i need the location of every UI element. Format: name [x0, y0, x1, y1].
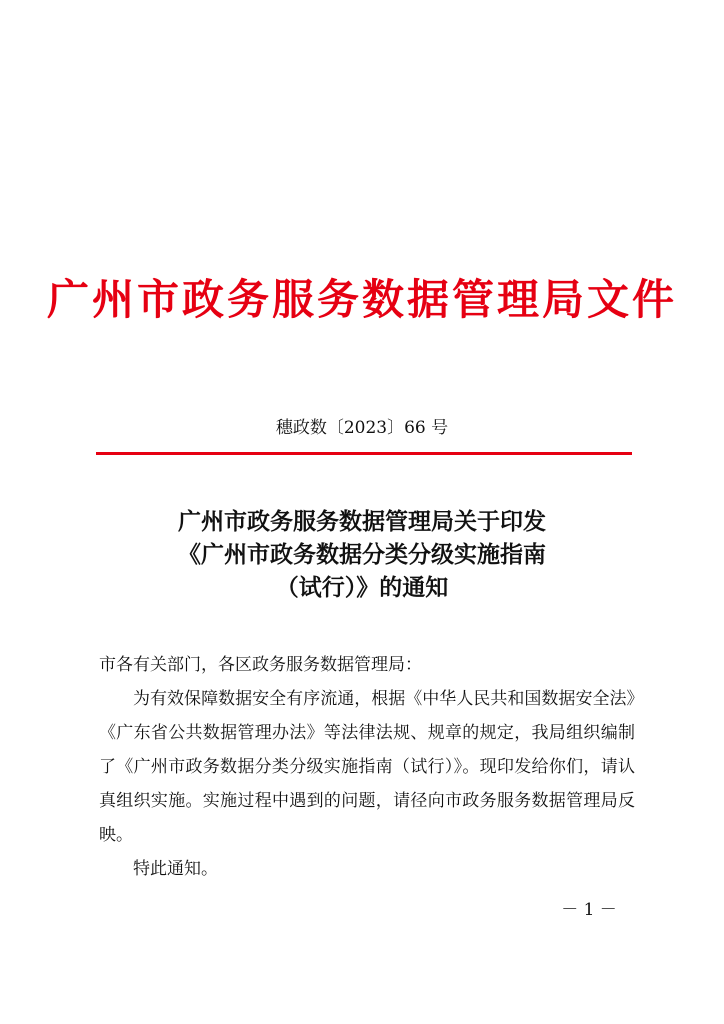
- document-number: 穗政数〔2023〕66 号: [275, 418, 449, 438]
- salutation: 市各有关部门，各区政务服务数据管理局：: [99, 655, 422, 675]
- document-title: [0, 505, 724, 604]
- issuing-authority-title: 广州市政务服务数据管理局文件: [46, 275, 677, 324]
- document-body: [99, 648, 635, 886]
- body-paragraph: 为有效保障数据安全有序流通，根据《中华人民共和国数据安全法》《广东省公共数据管理办法》等法律法规、规章的规定，我局组织编制了《广州市政务数据分类分级实施指南（试行）》。现印发给你们，请认真组织实施。实施过程中遇到的问题，请径向市政务服务数据管理局反映。: [99, 689, 635, 845]
- red-separator-line: [96, 452, 632, 455]
- document-title-line: 《广州市政务数据分类分级实施指南: [178, 541, 546, 568]
- document-title-line: （试行）》的通知: [275, 574, 449, 601]
- document-title-line: 广州市政务服务数据管理局关于印发: [178, 508, 546, 535]
- page-number: － 1 －: [561, 900, 617, 920]
- closing-line: 特此通知。: [133, 859, 218, 879]
